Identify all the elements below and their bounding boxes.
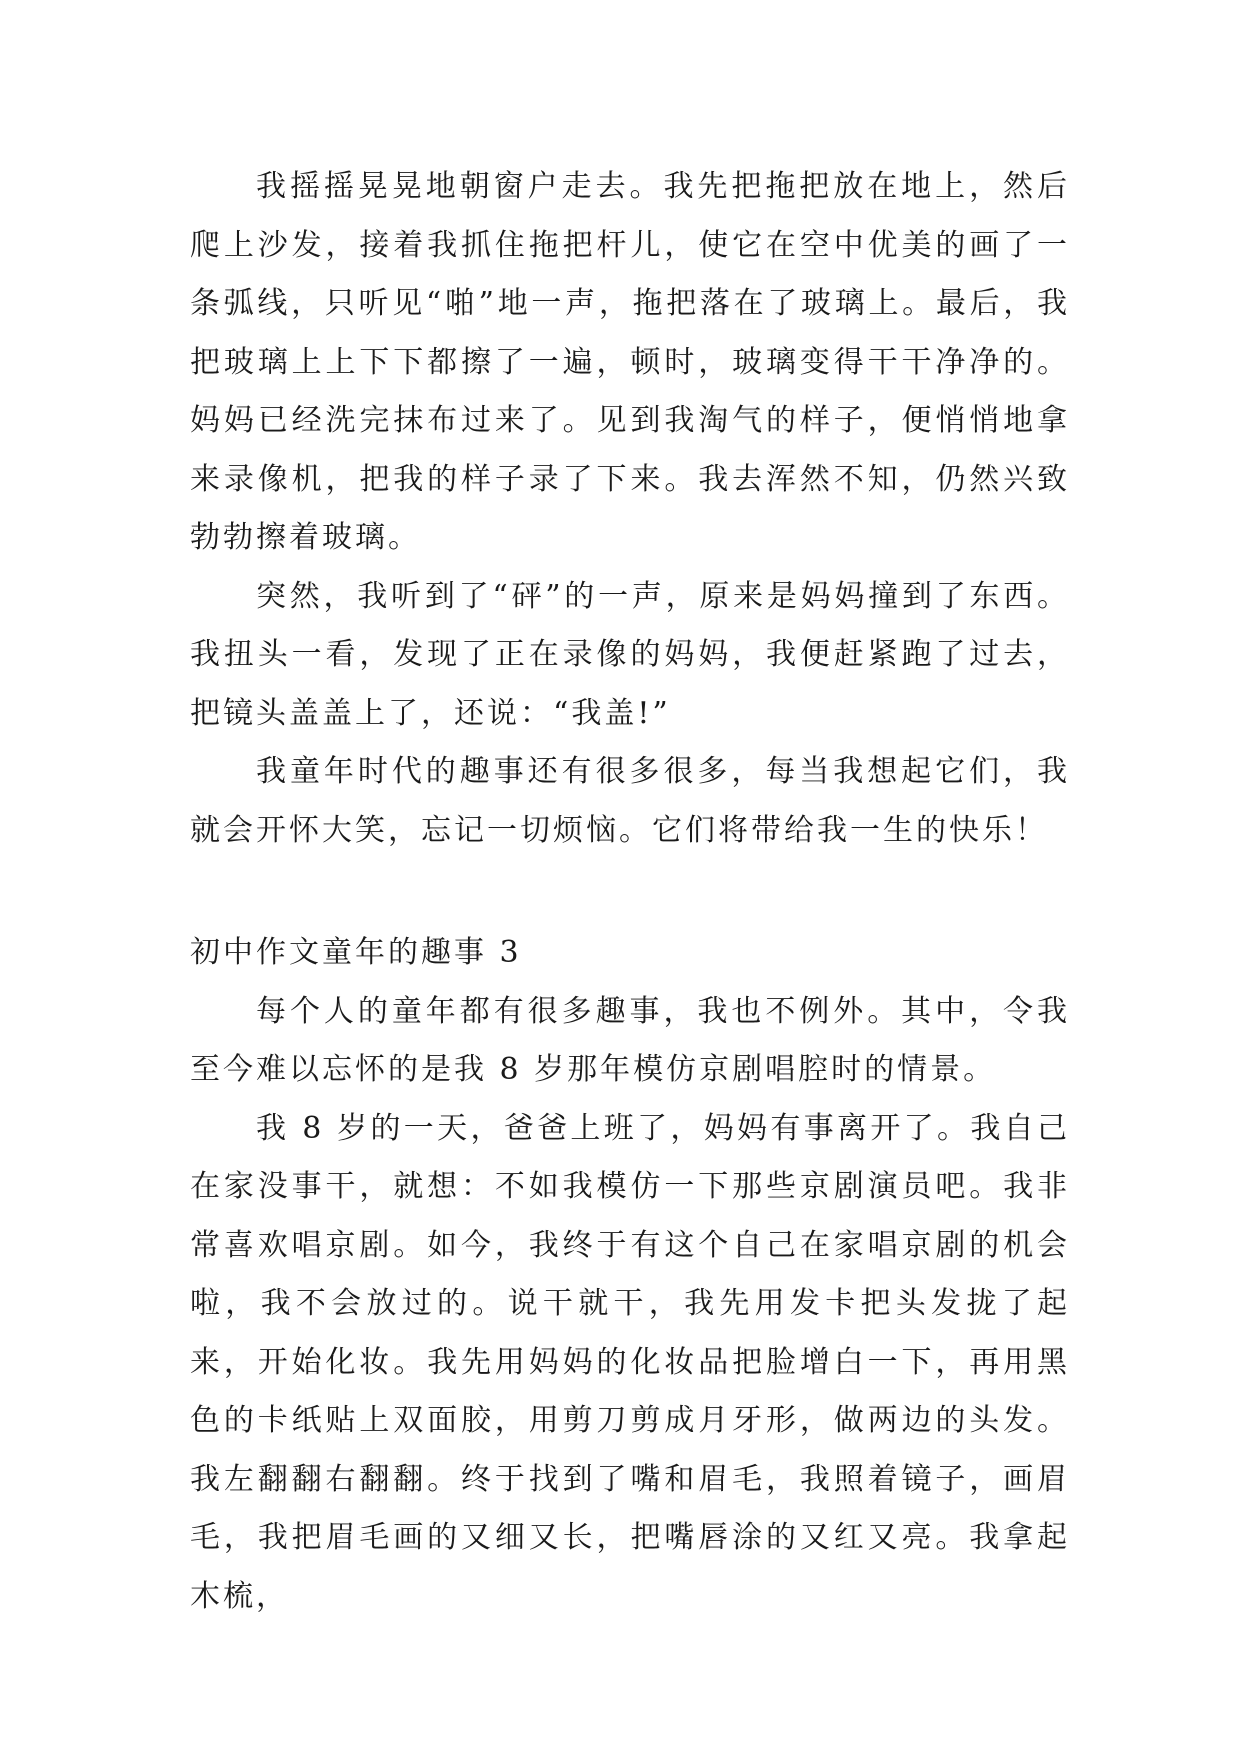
paragraph-childhood-memories: 我童年时代的趣事还有很多很多，每当我想起它们，我就会开怀大笑，忘记一切烦恼。它们将带给我一生的快乐！ xyxy=(190,754,1070,848)
section-title: 初中作文童年的趣事 3 xyxy=(190,935,522,970)
paragraph-opera-makeup: 我 8 岁的一天，爸爸上班了，妈妈有事离开了。我自己在家没事干，就想：不如我模仿一下那些京剧演员吧。我非常喜欢唱京剧。如今，我终于有这个自己在家唱京剧的机会啦，我不会放过的。说干就干，我先用发卡把头发拢了起来，开始化妆。我先用妈妈的化妆品把脸增白一下，再用黑色的卡纸贴上双面胶，用剪刀剪成月牙形，做两边的头发。我左翻翻右翻翻。终于找到了嘴和眉毛，我照着镜子，画眉毛，我把眉毛画的又细又长，把嘴唇涂的又红又亮。我拿起木梳， xyxy=(190,1110,1070,1614)
document-body xyxy=(190,158,1070,1626)
paragraph-camera-lid: 突然，我听到了“砰”的一声，原来是妈妈撞到了东西。我扭头一看，发现了正在录像的妈妈，我便赶紧跑了过去，把镜头盖盖上了，还说：“我盖!” xyxy=(190,578,1070,731)
section-spacer xyxy=(190,860,1070,924)
paragraph-window-cleaning: 我摇摇晃晃地朝窗户走去。我先把拖把放在地上，然后爬上沙发，接着我抓住拖把杆儿，使它在空中优美的画了一条弧线，只听见“啪”地一声，拖把落在了玻璃上。最后，我把玻璃上上下下都擦了一遍，顿时，玻璃变得干干净净的。妈妈已经洗完抹布过来了。见到我淘气的样子，便悄悄地拿来录像机，把我的样子录了下来。我去浑然不知，仍然兴致勃勃擦着玻璃。 xyxy=(190,169,1070,555)
paragraph-opera-intro: 每个人的童年都有很多趣事，我也不例外。其中，令我至今难以忘怀的是我 8 岁那年模仿京剧唱腔时的情景。 xyxy=(190,993,1070,1087)
